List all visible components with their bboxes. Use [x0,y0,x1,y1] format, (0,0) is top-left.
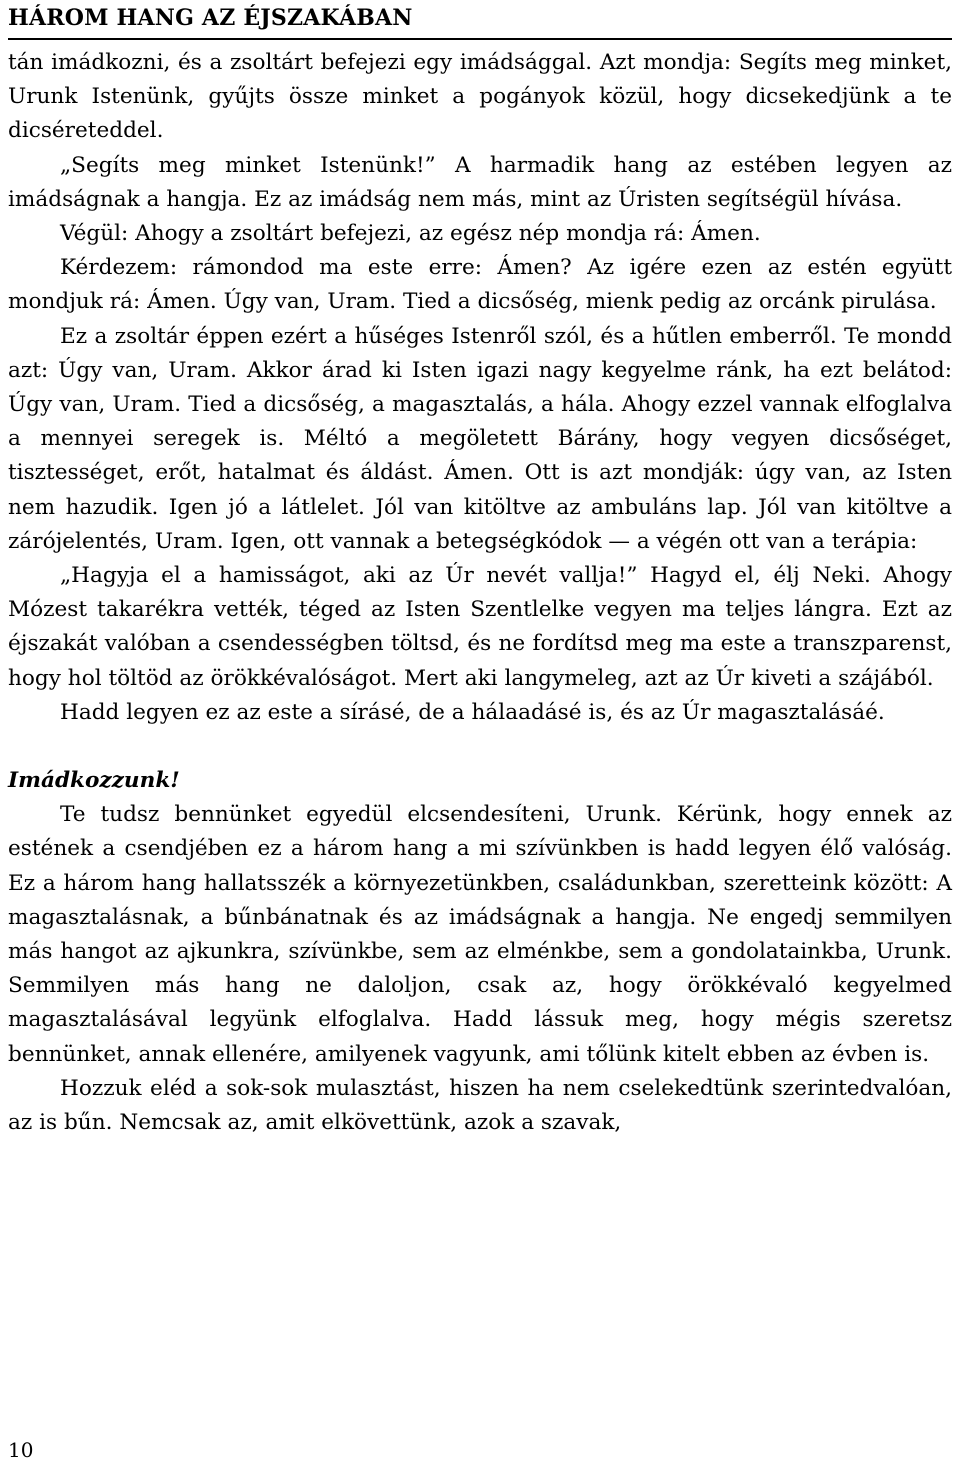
section-spacer [8,730,952,764]
running-header-title: HÁROM HANG AZ ÉJSZAKÁBAN [8,5,413,31]
paragraph: „Hagyja el a hamisságot, aki az Úr nevét vallja!” Hagyd el, élj Neki. Ahogy Mózest takarékra vették, téged az Isten Szentlelke vegyen ma teljes lángra. Ezt az éjszakát valóban a csendességben töltsd, és ne fordítsd meg ma este a transzparenst, hogy hol töltöd az örökkévalóságot. Mert aki langymeleg, azt az Úr kiveti a szájából. [8,563,952,691]
paragraph: tán imádkozni, és a zsoltárt befejezi egy imádsággal. Azt mondja: Segíts meg minket, Urunk Istenünk, gyűjts össze minket a pogányok közül, hogy dicsekedjünk a te dicséreteddel. [8,50,952,144]
paragraph: Végül: Ahogy a zsoltárt befejezi, az egész nép mondja rá: Ámen. [60,221,761,247]
body-text [8,46,952,1140]
header-rule [8,38,952,40]
paragraph: Hadd legyen ez az este a sírásé, de a hálaadásé is, és az Úr magasztalásáé. [60,699,885,725]
prayer-paragraph: Hozzuk eléd a sok-sok mulasztást, hiszen ha nem cselekedtünk szerintedvalóan, az is bűn. Nemcsak az, amit elkövettünk, azok a szavak, [8,1075,952,1136]
paragraph: „Segíts meg minket Istenünk!” A harmadik hang az estében legyen az imádságnak a hangja. Ez az imádság nem más, mint az Úristen segítségül hívása. [8,152,952,212]
prayer-heading: Imádkozzunk! [8,768,180,794]
prayer-paragraph: Te tudsz bennünket egyedül elcsendesíteni, Urunk. Kérünk, hogy ennek az estének a csendjében ez a három hang a mi szívünkben is hadd legyen élő valóság. Ez a három hang hallatsszék a környezetünkben, családunkban, szeretteink között: A magasztalásnak, a bűnbánatnak és az imádságnak a hangja. Ne engedj semmilyen más hangot az ajkunkra, szívünkbe, sem az elménkbe, sem a gondolatainkba, Urunk. Semmilyen más hang ne daloljon, csak az, hogy örökkévaló kegyelmed magasztalásával legyünk elfoglalva. Hadd lássuk meg, hogy mégis szeretsz bennünket, annak ellenére, amilyenek vagyunk, ami tőlünk kitelt ebben az évben is. [8,802,952,1067]
paragraph: Kérdezem: rámondod ma este erre: Ámen? Az igére ezen az estén együtt mondjuk rá: Ámen. Úgy van, Uram. Tied a dicsőség, mienk pedig az orcánk pirulása. [8,255,952,315]
page-number: 10 [8,1438,34,1462]
running-header [8,4,952,32]
paragraph: Ez a zsoltár éppen ezért a hűséges Istenről szól, és a hűtlen emberről. Te mondd azt: Úgy van, Uram. Akkor árad ki Isten igazi nagy kegyelme ránk, ha ezt belátod: Úgy van, Uram. Tied a dicsőség, a magasztalás, a hála. Ahogy ezzel vannak elfoglalva a mennyei seregek is. Méltó a megöletett Bárány, hogy vegyen dicsőséget, tisztességet, erőt, hatalmat és áldást. Ámen. Ott is azt mondják: úgy van, az Isten nem hazudik. Igen jó a látlelet. Jól van kitöltve az ambuláns lap. Jól van kitöltve a zárójelentés, Uram. Igen, ott vannak a betegségkódok — a végén ott van a terápia: [8,323,952,554]
